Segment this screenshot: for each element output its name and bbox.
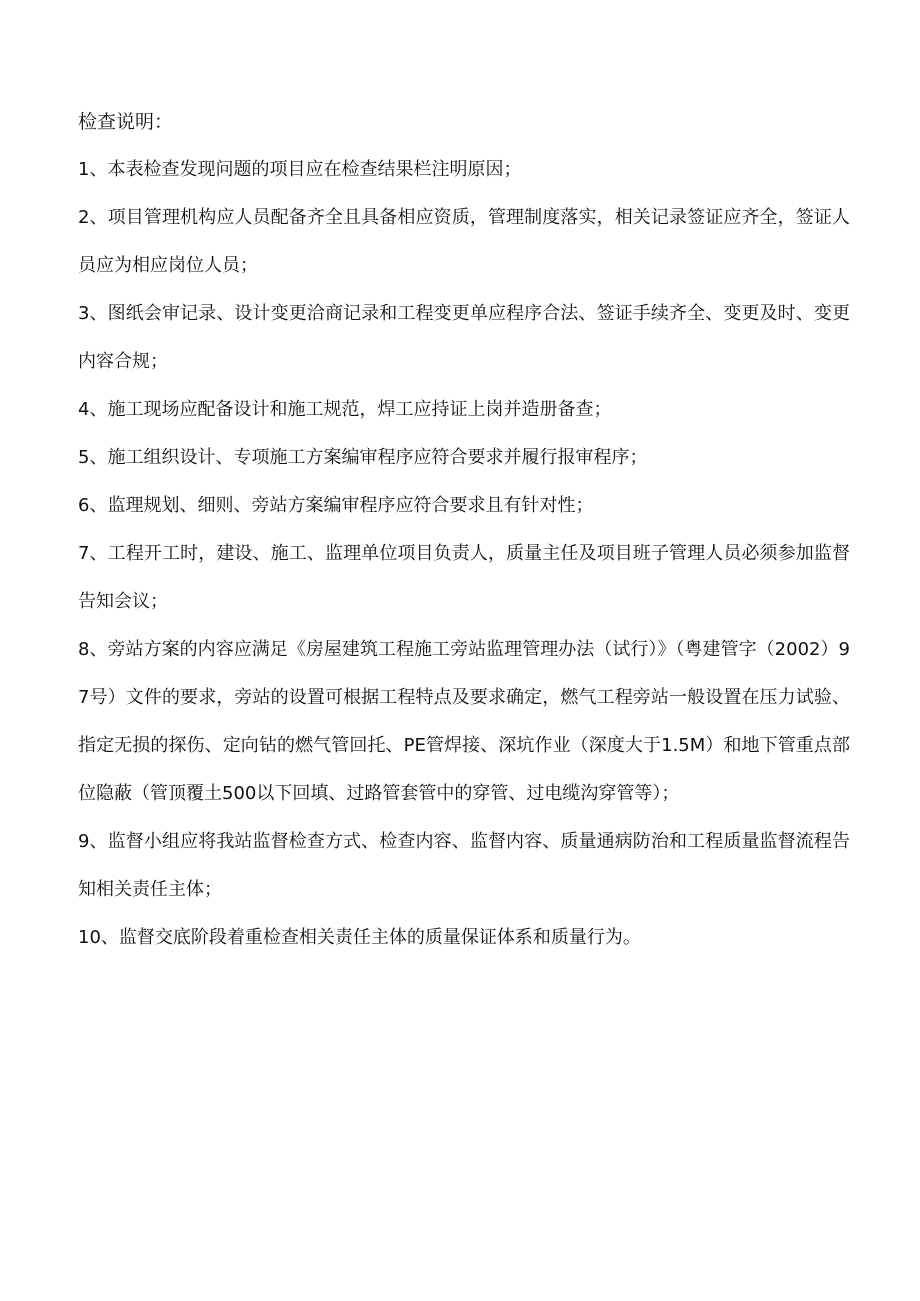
note-item-2: 2、项目管理机构应人员配备齐全且具备相应资质，管理制度落实，相关记录签证应齐全，签证人员应为相应岗位人员； bbox=[78, 207, 850, 276]
note-item-4: 4、施工现场应配备设计和施工规范，焊工应持证上岗并造册备查； bbox=[78, 399, 612, 420]
note-item-8: 8、旁站方案的内容应满足《房屋建筑工程施工旁站监理管理办法（试行）》（粤建管字（2002）97号）文件的要求，旁站的设置可根据工程特点及要求确定，燃气工程旁站一般设置在压力试验、指定无损的探伤、定向钻的燃气管回托、PE管焊接、深坑作业（深度大于1.5M）和地下管重点部位隐蔽（管顶覆土500以下回填、过路管套管中的穿管、过电缆沟穿管等）； bbox=[78, 639, 850, 804]
note-item-1: 1、本表检查发现问题的项目应在检查结果栏注明原因； bbox=[78, 159, 522, 180]
note-item-5: 5、施工组织设计、专项施工方案编审程序应符合要求并履行报审程序； bbox=[78, 447, 648, 468]
notes-heading: 检查说明： bbox=[78, 111, 174, 133]
note-item-10: 10、监督交底阶段着重检查相关责任主体的质量保证体系和质量行为。 bbox=[78, 927, 641, 948]
inspection-notes bbox=[78, 98, 850, 962]
note-item-9: 9、监督小组应将我站监督检查方式、检查内容、监督内容、质量通病防治和工程质量监督流程告知相关责任主体； bbox=[78, 831, 850, 900]
note-item-7: 7、工程开工时，建设、施工、监理单位项目负责人，质量主任及项目班子管理人员必须参加监督告知会议； bbox=[78, 543, 850, 612]
note-item-6: 6、监理规划、细则、旁站方案编审程序应符合要求且有针对性； bbox=[78, 495, 594, 516]
note-item-3: 3、图纸会审记录、设计变更洽商记录和工程变更单应程序合法、签证手续齐全、变更及时、变更内容合规； bbox=[78, 303, 850, 372]
